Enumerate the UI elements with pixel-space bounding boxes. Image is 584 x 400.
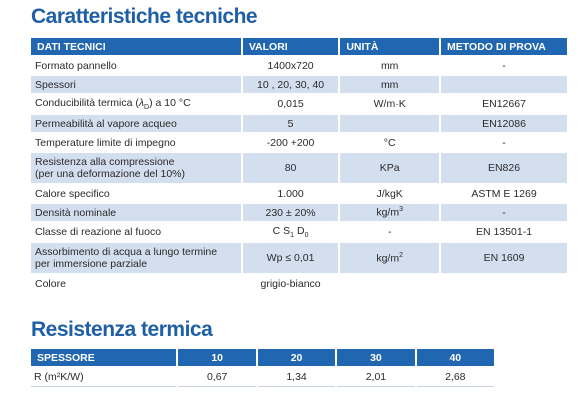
row-value: 10 , 20, 30, 40 — [243, 76, 339, 93]
row-label: Classe di reazione al fuoco — [31, 223, 241, 241]
row-label: Colore — [31, 275, 241, 292]
table-row — [31, 76, 567, 93]
row-unit: mm — [340, 57, 439, 74]
table-row — [31, 115, 567, 132]
column-header-thickness: SPESSORE — [31, 349, 176, 366]
row-label: Resistenza alla compressione (per una deformazione del 10%) — [31, 153, 241, 183]
table-row — [31, 223, 567, 241]
row-unit: KPa — [340, 153, 439, 183]
row-value: 1400x720 — [243, 57, 339, 74]
thermal-resistance-table — [29, 347, 496, 389]
row-unit: mm — [340, 76, 439, 93]
row-label: Formato pannello — [31, 57, 241, 74]
table-row — [31, 134, 567, 151]
row-unit: $kg/m^3$ — [340, 204, 439, 221]
column-header-technical-data: DATI TECNICI — [31, 38, 241, 55]
row-unit: J/kgK — [340, 185, 439, 202]
row-label: Temperature limite di impegno — [31, 134, 241, 151]
table-row — [31, 153, 567, 183]
row-value: 230 ± 20% — [243, 204, 339, 221]
row-value: 1.000 — [243, 185, 339, 202]
table-header-row — [31, 349, 494, 366]
row-label: Calore specifico — [31, 185, 241, 202]
table-row — [31, 95, 567, 113]
row-value: grigio-bianco — [243, 275, 339, 292]
row-method: EN 13501-1 — [441, 223, 567, 241]
row-value: 2,01 — [337, 368, 414, 387]
row-value: Wp ≤ 0,01 — [243, 243, 339, 273]
column-header-30: 30 — [337, 349, 414, 366]
row-label: Spessori — [31, 76, 241, 93]
row-label: R (m²K/W) — [31, 368, 176, 387]
row-method: EN12086 — [441, 115, 567, 132]
row-unit — [340, 275, 439, 292]
row-label: Conducibilità termica $(\lambda_D)$ a 10 °C — [31, 95, 241, 113]
table-row — [31, 57, 567, 74]
table-row — [31, 185, 567, 202]
row-unit: $kg/m^2$ — [340, 243, 439, 273]
table-row — [31, 275, 567, 292]
row-value: 80 — [243, 153, 339, 183]
row-label: Permeabilità al vapore acqueo — [31, 115, 241, 132]
column-header-unit: UNITÀ — [340, 38, 439, 55]
column-header-10: 10 — [178, 349, 255, 366]
table-row — [31, 204, 567, 221]
row-value: -200 +200 — [243, 134, 339, 151]
row-label: Densità nominale — [31, 204, 241, 221]
section-title-technical: Caratteristiche tecniche — [31, 5, 258, 28]
table-row — [31, 368, 494, 387]
row-value: C $S_1$ $D_0$ — [243, 223, 339, 241]
row-label: Assorbimento di acqua a lungo termine per immersione parziale — [31, 243, 241, 273]
table-row — [31, 243, 567, 273]
row-value: 0,67 — [178, 368, 255, 387]
row-value: 5 — [243, 115, 339, 132]
row-method: - — [441, 204, 567, 221]
row-method: EN 1609 — [441, 243, 567, 273]
row-unit — [340, 115, 439, 132]
row-method: EN12667 — [441, 95, 567, 113]
row-method — [441, 76, 567, 93]
row-value: 0,015 — [243, 95, 339, 113]
column-header-20: 20 — [258, 349, 335, 366]
row-unit: - — [340, 223, 439, 241]
section-title-thermal-resistance: Resistenza termica — [31, 318, 213, 341]
row-method: ASTM E 1269 — [441, 185, 567, 202]
column-header-test-method: METODO DI PROVA — [441, 38, 567, 55]
row-method: - — [441, 57, 567, 74]
technical-specs-table — [29, 36, 569, 294]
row-method — [441, 275, 567, 292]
row-unit: W/m·K — [340, 95, 439, 113]
row-method: EN826 — [441, 153, 567, 183]
column-header-40: 40 — [417, 349, 494, 366]
row-unit: °C — [340, 134, 439, 151]
column-header-values: VALORI — [243, 38, 339, 55]
row-value: 2,68 — [417, 368, 494, 387]
table-header-row — [31, 38, 567, 55]
row-method: - — [441, 134, 567, 151]
row-value: 1,34 — [258, 368, 335, 387]
